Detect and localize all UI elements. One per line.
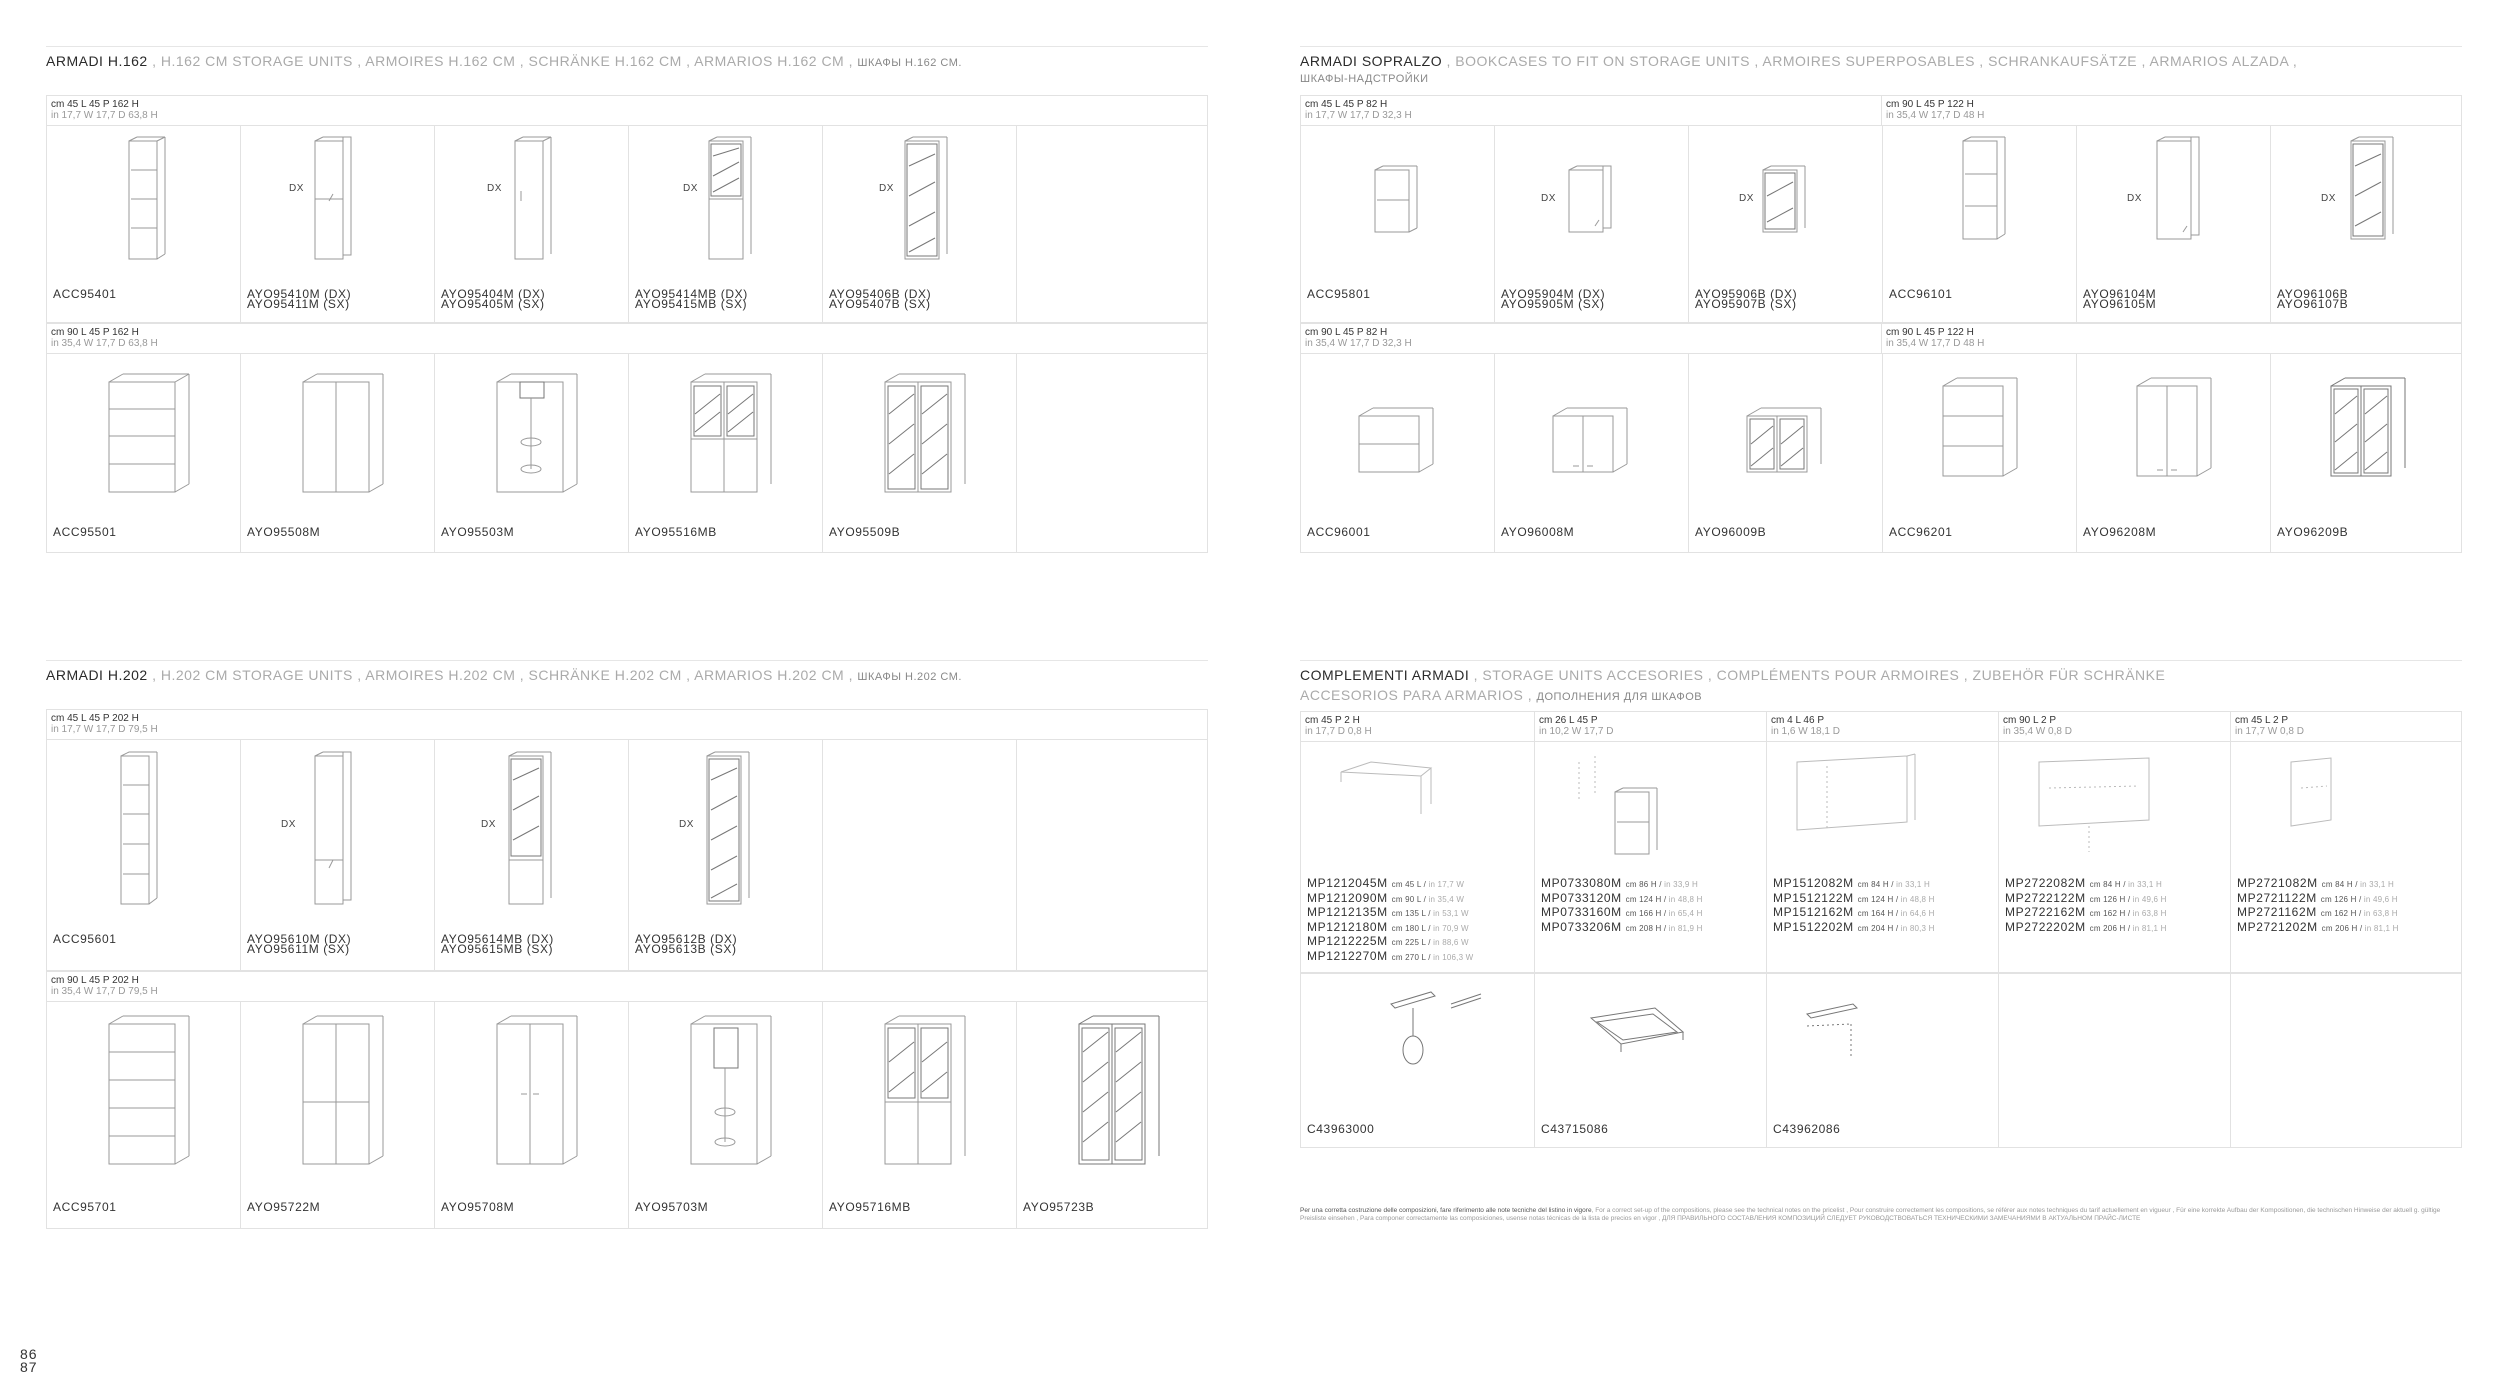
product-code: AYO96104M: [2083, 287, 2157, 301]
product-cell[interactable]: [629, 740, 823, 970]
title-ru: ДОПОЛНЕНИЯ ДЛЯ ШКАФОВ: [1536, 691, 1703, 703]
dimension-label: [47, 96, 1207, 126]
product-code: C43963000: [1307, 1122, 1375, 1136]
product-code: AYO95508M: [247, 525, 321, 539]
price-line: MP1212090M cm 90 L / in 35,4 W: [1307, 890, 1465, 905]
price-list: [2005, 877, 2167, 935]
dimension-label: [1882, 96, 2461, 126]
price-line: MP1512122M cm 124 H / in 48,8 H: [1773, 890, 1935, 905]
double-door-cabinet-drawing: [435, 1002, 629, 1228]
price-line: MP1512162M cm 164 H / in 64,6 H: [1773, 905, 1935, 919]
product-code-alt: AYO95615MB (SX): [441, 942, 554, 956]
footnote-italian: Per una corretta costruzione delle composizioni, fare riferimento alle note tecniche del listino in vigore: [1300, 1207, 1592, 1214]
product-code: AYO95410M (DX): [247, 287, 352, 301]
dim-cm: cm 45 L 45 P 82 H: [1305, 99, 1388, 110]
price-line: MP0733206M cm 208 H / in 81,9 H: [1541, 919, 1703, 934]
product-cell[interactable]: [435, 354, 629, 552]
product-code: AYO95612B (DX): [635, 932, 738, 946]
glass-door-cabinet-drawing: [823, 354, 1017, 552]
product-code: ACC96001: [1307, 525, 1371, 539]
product-code: ACC95601: [53, 932, 117, 946]
section-title: [46, 660, 1208, 683]
bookcase-drawing: [47, 1002, 241, 1228]
product-cell[interactable]: [47, 354, 241, 552]
product-row: [46, 95, 1208, 323]
dx-label: DX: [679, 819, 694, 830]
glass-door-cabinet-drawing: [629, 354, 823, 552]
dim-cm: cm 90 L 2 P: [2003, 715, 2056, 726]
bookcase-drawing: [47, 354, 241, 552]
product-cell[interactable]: [1301, 126, 1495, 322]
double-door-cabinet-drawing: [241, 1002, 435, 1228]
product-code: AYO95516MB: [635, 525, 717, 539]
product-cell[interactable]: [1689, 354, 1883, 552]
open-wardrobe-drawing: [435, 354, 629, 552]
product-code-alt: AYO95407B (SX): [829, 297, 931, 311]
product-code: ACC96101: [1889, 287, 1953, 301]
dim-in: in 17,7 W 17,7 D 32,3 H: [1305, 110, 1412, 121]
dimension-label: [1999, 712, 2230, 742]
dim-cm: cm 45 L 2 P: [2235, 715, 2288, 726]
product-code: ACC95801: [1307, 287, 1371, 301]
dimension-label: [47, 324, 1207, 354]
product-cell[interactable]: [2271, 126, 2461, 322]
accessory-row: [1300, 711, 2462, 973]
price-list: [2237, 877, 2399, 935]
title-main: ARMADI H.162: [46, 53, 148, 69]
dimension-label: [1882, 324, 2461, 354]
product-code-alt: AYO95411M (SX): [247, 297, 350, 311]
price-line: MP1212045M cm 45 L / in 17,7 W: [1307, 876, 1465, 890]
product-code: ACC96201: [1889, 525, 1953, 539]
product-code: AYO95716MB: [829, 1200, 911, 1214]
product-code: C43715086: [1541, 1122, 1609, 1136]
product-cell[interactable]: [1495, 354, 1689, 552]
product-code: AYO96008M: [1501, 525, 1575, 539]
product-cell[interactable]: [241, 740, 435, 970]
dim-cm: cm 45 L 45 P 202 H: [51, 713, 139, 724]
title-main: ARMADI SOPRALZO: [1300, 53, 1443, 69]
product-code: AYO96209B: [2277, 525, 2349, 539]
title-ru: ШКАФЫ-НАДСТРОЙКИ: [1300, 73, 1429, 85]
product-code: AYO95614MB (DX): [441, 932, 554, 946]
accessory-cell[interactable]: [1767, 974, 1999, 1147]
dx-label: DX: [289, 183, 304, 194]
price-line: MP2722082M cm 84 H / in 33,1 H: [2005, 876, 2162, 890]
price-line: MP2722122M cm 126 H / in 49,6 H: [2005, 890, 2167, 905]
dim-cm: cm 45 L 45 P 162 H: [51, 99, 139, 110]
product-code-alt: AYO95907B (SX): [1695, 297, 1797, 311]
dim-cm: cm 90 L 45 P 82 H: [1305, 327, 1388, 338]
accessory-cell[interactable]: [1999, 712, 2231, 972]
product-code: AYO95404M (DX): [441, 287, 546, 301]
product-cell[interactable]: [629, 1002, 823, 1228]
glass-door-cabinet-drawing: [1017, 1002, 1207, 1228]
dx-label: DX: [487, 183, 502, 194]
product-code: AYO95703M: [635, 1200, 709, 1214]
empty-cell: [1017, 126, 1207, 322]
dx-label: DX: [281, 819, 296, 830]
dim-cm: cm 90 L 45 P 122 H: [1886, 99, 1974, 110]
product-code: AYO95906B (DX): [1695, 287, 1798, 301]
dx-label: DX: [481, 819, 496, 830]
product-code-alt: AYO95613B (SX): [635, 942, 737, 956]
product-cell[interactable]: [1301, 354, 1495, 552]
product-cell[interactable]: [435, 1002, 629, 1228]
dimension-label: [47, 972, 1207, 1002]
price-line: MP1212225M cm 225 L / in 88,6 W: [1307, 934, 1469, 948]
dim-cm: cm 45 P 2 H: [1305, 715, 1360, 726]
product-code: ACC95501: [53, 525, 117, 539]
product-code: AYO95904M (DX): [1501, 287, 1606, 301]
title-ru: ШКАФЫ Н.202 СМ.: [857, 671, 962, 683]
price-line: MP1512202M cm 204 H / in 80,3 H: [1773, 919, 1935, 934]
product-cell[interactable]: [1017, 1002, 1207, 1228]
title-alt-2: ACCESORIOS PARA ARMARIOS ,: [1300, 687, 1533, 703]
page-number-right: 87: [20, 1359, 38, 1375]
title-alt: , H.202 CM STORAGE UNITS , ARMOIRES H.202 CM , SCHRÄNKE H.202 CM , ARMARIOS H.202 CM ,: [152, 667, 853, 683]
price-list: [1307, 877, 1473, 964]
product-cell[interactable]: [435, 740, 629, 970]
dim-in: in 35,4 W 17,7 D 79,5 H: [51, 986, 158, 997]
section-title: [46, 46, 1208, 69]
section-complementi-armadi: [1300, 660, 2462, 1160]
top-unit-drawing: [1883, 354, 2077, 552]
open-wardrobe-drawing: [629, 1002, 823, 1228]
dim-in: in 35,4 W 17,7 D 32,3 H: [1305, 338, 1412, 349]
section-armadi-h162: [46, 46, 1208, 556]
product-row: [46, 971, 1208, 1229]
title-main: COMPLEMENTI ARMADI: [1300, 667, 1470, 683]
product-cell[interactable]: [1883, 354, 2077, 552]
title-alt: , STORAGE UNITS ACCESORIES , COMPLÉMENTS POUR ARMOIRES , ZUBEHÖR FÜR SCHRÄNKE: [1473, 667, 2166, 683]
empty-cell: [1017, 354, 1207, 552]
product-cell[interactable]: [1495, 126, 1689, 322]
price-line: MP0733080M cm 86 H / in 33,9 H: [1541, 876, 1698, 890]
price-list: [1541, 877, 1703, 935]
section-title: [1300, 660, 2462, 703]
price-line: MP1212135M cm 135 L / in 53,1 W: [1307, 905, 1469, 919]
glass-door-cabinet-drawing: [823, 1002, 1017, 1228]
dimension-label: [47, 710, 1207, 740]
dx-label: DX: [683, 183, 698, 194]
product-cell[interactable]: [1689, 126, 1883, 322]
price-line: MP2722202M cm 206 H / in 81,1 H: [2005, 919, 2167, 934]
page-number-left: 86: [20, 1346, 38, 1362]
dim-in: in 10,2 W 17,7 D: [1539, 726, 1614, 737]
title-main: ARMADI H.202: [46, 667, 148, 683]
dx-label: DX: [2127, 193, 2142, 204]
price-line: MP1512082M cm 84 H / in 33,1 H: [1773, 876, 1930, 890]
price-line: MP2721162M cm 162 H / in 63,8 H: [2237, 905, 2398, 919]
dim-in: in 35,4 W 17,7 D 48 H: [1886, 110, 1985, 121]
accessory-row: [1300, 973, 2462, 1148]
price-line: MP0733120M cm 124 H / in 48,8 H: [1541, 890, 1703, 905]
product-cell[interactable]: [1883, 126, 2077, 322]
top-unit-door-drawing: [2077, 354, 2271, 552]
product-cell[interactable]: [2077, 126, 2271, 322]
title-alt: , BOOKCASES TO FIT ON STORAGE UNITS , ARMOIRES SUPERPOSABLES , SCHRANKAUFSÄTZE , ARMARIOS ALZADA ,: [1446, 53, 2298, 69]
product-cell[interactable]: [823, 126, 1017, 322]
accessory-cell[interactable]: [1301, 712, 1535, 972]
top-unit-drawing: [1301, 354, 1495, 552]
product-code-alt: AYO95905M (SX): [1501, 297, 1605, 311]
dimension-label: [1767, 712, 1998, 742]
dim-in: in 1,6 W 18,1 D: [1771, 726, 1840, 737]
dimension-label: [1535, 712, 1766, 742]
dim-cm: cm 26 L 45 P: [1539, 715, 1598, 726]
dimension-label: [1301, 712, 1534, 742]
page-numbers: [20, 1348, 38, 1374]
product-code: C43962086: [1773, 1122, 1841, 1136]
section-title: [1300, 46, 2462, 85]
top-unit-door-drawing: [1495, 354, 1689, 552]
price-list: [1773, 877, 1935, 935]
title-ru: ШКАФЫ Н.162 СМ.: [857, 57, 962, 69]
accessory-cell[interactable]: [1767, 712, 1999, 972]
dx-label: DX: [1739, 193, 1754, 204]
product-code: AYO95414MB (DX): [635, 287, 748, 301]
product-cell[interactable]: [47, 740, 241, 970]
file-rail-drawing: [1767, 974, 1999, 1114]
top-unit-glass-drawing: [2271, 354, 2461, 552]
product-cell[interactable]: [241, 1002, 435, 1228]
dim-cm: cm 4 L 46 P: [1771, 715, 1824, 726]
product-cell[interactable]: [2077, 354, 2271, 552]
product-code: ACC95701: [53, 1200, 117, 1214]
empty-cell: [2231, 974, 2461, 1147]
dx-label: DX: [1541, 193, 1556, 204]
product-code-alt: AYO95611M (SX): [247, 942, 350, 956]
product-cell[interactable]: [629, 126, 823, 322]
dim-cm: cm 90 L 45 P 122 H: [1886, 327, 1974, 338]
top-unit-glass-drawing: [1689, 354, 1883, 552]
dx-label: DX: [2321, 193, 2336, 204]
product-code: AYO95708M: [441, 1200, 515, 1214]
product-row: [46, 709, 1208, 971]
empty-cell: [1999, 974, 2231, 1147]
dimension-label: [1301, 96, 1881, 126]
dimension-label: [1301, 324, 1881, 354]
price-line: MP2721202M cm 206 H / in 81,1 H: [2237, 919, 2399, 934]
dim-in: in 17,7 W 17,7 D 79,5 H: [51, 724, 158, 735]
accessory-cell[interactable]: [1301, 974, 1535, 1147]
double-door-cabinet-drawing: [241, 354, 435, 552]
footnote-translations: , For a correct set-up of the compositions, please see the technical notes on the pricelist , Pour construire correctement les compositions, se référer aux notes techniques du tarif actuellement en vigueur , Für eine korrekte Aufbau der Kompositionen, die technischen Hinweise der aktuell g. gültige Preisliste einsehen , Para componer correctamente las composiciones, usense notas técnicas de la lista de precios en vigor , ДЛЯ ПРАВИЛЬНОГО СОСТАВЛЕНИЯ КОМПОЗИЦИЙ СЛЕДУЕТ РУКОВОДСТВОВАТЬСЯ ТЕХНИЧЕСКИМИ ЗАМЕЧАНИЯМИ В АКТУАЛЬНОМ ПРАЙС-ЛИСТЕ: [1300, 1207, 2441, 1222]
hanging-rail-drawing: [1301, 974, 1535, 1114]
price-line: MP1212180M cm 180 L / in 70,9 W: [1307, 919, 1469, 934]
product-row: [1300, 323, 2462, 553]
section-armadi-sopralzo: [1300, 46, 2462, 556]
accessory-cell[interactable]: [1535, 974, 1767, 1147]
dim-cm: cm 90 L 45 P 202 H: [51, 975, 139, 986]
product-cell[interactable]: [629, 354, 823, 552]
technical-footnote: [1300, 1207, 2450, 1223]
product-cell[interactable]: [823, 1002, 1017, 1228]
product-code: AYO95610M (DX): [247, 932, 352, 946]
price-line: MP2722162M cm 162 H / in 63,8 H: [2005, 905, 2167, 919]
price-line: MP1212270M cm 270 L / in 106,3 W: [1307, 948, 1474, 963]
title-alt: , H.162 CM STORAGE UNITS , ARMOIRES H.162 CM , SCHRÄNKE H.162 CM , ARMARIOS H.162 CM ,: [152, 53, 853, 69]
dim-in: in 17,7 D 0,8 H: [1305, 726, 1372, 737]
dim-in: in 17,7 W 17,7 D 63,8 H: [51, 110, 158, 121]
product-code: AYO95406B (DX): [829, 287, 932, 301]
drawer-frame-drawing: [1535, 974, 1767, 1114]
product-row: [46, 323, 1208, 553]
empty-cell: [1017, 740, 1207, 970]
product-code-alt: AYO96105M: [2083, 297, 2157, 311]
product-cell[interactable]: [823, 354, 1017, 552]
product-code-alt: AYO95405M (SX): [441, 297, 545, 311]
product-cell[interactable]: [47, 126, 241, 322]
product-code: AYO95723B: [1023, 1200, 1095, 1214]
price-line: MP0733160M cm 166 H / in 65,4 H: [1541, 905, 1703, 919]
product-cell[interactable]: [241, 126, 435, 322]
product-code: AYO96009B: [1695, 525, 1767, 539]
dim-in: in 35,4 W 17,7 D 63,8 H: [51, 338, 158, 349]
product-cell[interactable]: [47, 1002, 241, 1228]
dim-in: in 35,4 W 0,8 D: [2003, 726, 2072, 737]
dim-in: in 17,7 W 0,8 D: [2235, 726, 2304, 737]
product-code: AYO96106B: [2277, 287, 2349, 301]
product-code: AYO95509B: [829, 525, 901, 539]
product-cell[interactable]: [435, 126, 629, 322]
dx-label: DX: [879, 183, 894, 194]
product-code-alt: AYO96107B: [2277, 297, 2349, 311]
product-cell[interactable]: [2271, 354, 2461, 552]
empty-cell: [823, 740, 1017, 970]
dim-cm: cm 90 L 45 P 162 H: [51, 327, 139, 338]
product-code-alt: AYO95415MB (SX): [635, 297, 748, 311]
product-cell[interactable]: [241, 354, 435, 552]
accessory-cell[interactable]: [1535, 712, 1767, 972]
product-code: AYO95722M: [247, 1200, 321, 1214]
product-code: ACC95401: [53, 287, 117, 301]
section-armadi-h202: [46, 660, 1208, 1230]
product-code: AYO95503M: [441, 525, 515, 539]
product-row: [1300, 95, 2462, 323]
product-code: AYO96208M: [2083, 525, 2157, 539]
dim-in: in 35,4 W 17,7 D 48 H: [1886, 338, 1985, 349]
price-line: MP2721082M cm 84 H / in 33,1 H: [2237, 876, 2394, 890]
dimension-label: [2231, 712, 2461, 742]
price-line: MP2721122M cm 126 H / in 49,6 H: [2237, 890, 2398, 905]
accessory-cell[interactable]: [2231, 712, 2461, 972]
